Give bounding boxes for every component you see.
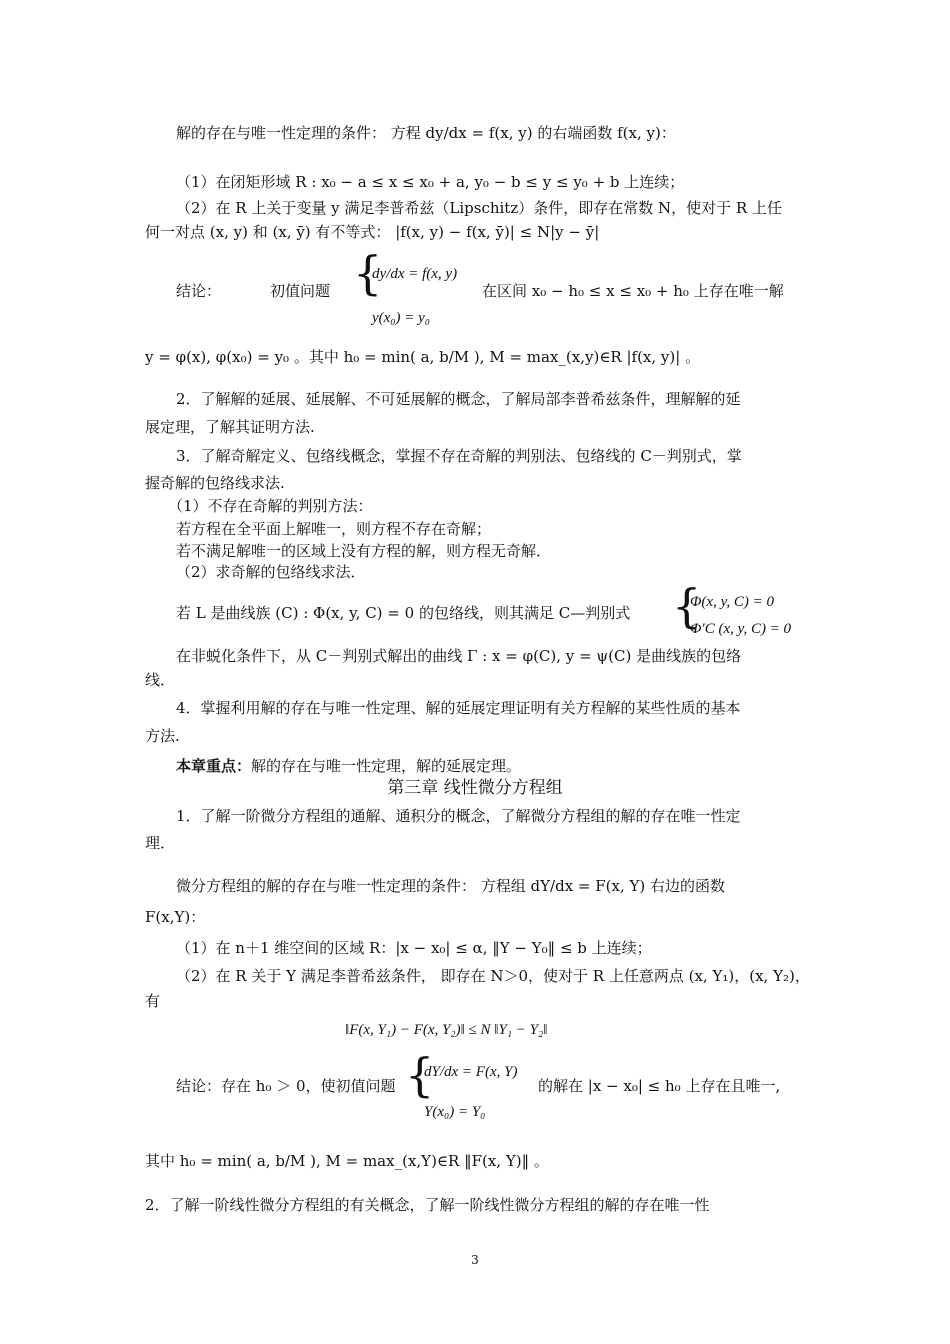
system-line: y(x₀) = y₀: [372, 310, 431, 326]
brace-icon: {: [405, 1048, 435, 1102]
text-line: 若方程在全平面上解唯一，则方程不存在奇解；: [176, 520, 492, 538]
text-line: 其中 h₀ = min( a, b/M ), M = max_(x,Y)∈R ‖F(x, Y)‖ 。: [145, 1152, 549, 1170]
text-line: 理．: [145, 834, 176, 852]
text-line: 若 L 是曲线族 (C) : Φ(x, y, C) = 0 的包络线，则其满足 C—判别式: [176, 604, 631, 622]
text-line: 线．: [145, 671, 176, 689]
key-points-line: [176, 756, 816, 776]
text-line: 3．了解奇解定义、包络线概念，掌握不存在奇解的判别法、包络线的 C－判别式，掌: [176, 447, 742, 465]
text-line: （2）求奇解的包络线求法．: [176, 563, 366, 581]
text-line: y = φ(x), φ(x₀) = y₀ 。其中 h₀ = min( a, b/M ), M = max_(x,y)∈R |f(x, y)| 。: [145, 348, 701, 366]
text-line: 微分方程组的解的存在与唯一性定理的条件： 方程组 dY/dx = F(x, Y) 右边的函数: [176, 877, 726, 895]
text-line: 有: [145, 992, 161, 1010]
text-line: 握奇解的包络线求法.: [145, 474, 285, 492]
text-line: 1．了解一阶微分方程组的通解、通积分的概念，了解微分方程组的解的存在唯一性定: [176, 807, 741, 825]
key-points-label: 本章重点：: [176, 757, 252, 775]
text-line: ‖F(x, Y₁) − F(x, Y₂)‖ ≤ N ‖Y₁ − Y₂‖: [345, 1022, 548, 1038]
page-number: 3: [471, 1253, 479, 1267]
system-line: Φ′C (x, y, C) = 0: [690, 621, 792, 637]
text-line: （1）不存在奇解的判别方法：: [168, 497, 373, 515]
text-line: 若不满足解唯一的区域上没有方程的解，则方程无奇解．: [176, 542, 552, 560]
system-line: dy/dx = f(x, y): [372, 266, 458, 282]
text-line: （2）在 R 上关于变量 y 满足李普希兹（Lipschitz）条件，即存在常数 N，使对于 R 上任: [176, 199, 782, 217]
chapter-title: 第三章 线性微分方程组: [387, 778, 563, 798]
system-line: Φ(x, y, C) = 0: [690, 594, 775, 610]
text-line: （2）在 R 关于 Y 满足李普希兹条件， 即存在 N＞0，使对于 R 上任意两点 (x, Y₁)，(x, Y₂)，: [176, 967, 810, 985]
text-line: 的解在 |x − x₀| ≤ h₀ 上存在且唯一,: [538, 1077, 781, 1095]
text-line: （1）在 n＋1 维空间的区域 R：|x − x₀| ≤ α, ‖Y − Y₀‖ ≤ b 上连续；: [176, 939, 652, 957]
system-line: dY/dx = F(x, Y): [424, 1064, 518, 1080]
text-line: F(x,Y)：: [145, 908, 206, 926]
text-line: 何一对点 (x, y) 和 (x, ȳ) 有不等式： |f(x, y) − f(x, ȳ)| ≤ N|y − ȳ|: [145, 223, 600, 241]
system-line: Y(x₀) = Y₀: [424, 1104, 486, 1120]
text-line: 4．掌握利用解的存在与唯一性定理、解的延展定理证明有关方程解的某些性质的基本: [176, 699, 741, 717]
text-line: 2．了解一阶线性微分方程组的有关概念，了解一阶线性微分方程组的解的存在唯一性: [145, 1196, 710, 1214]
key-points-text: 解的存在与唯一性定理，解的延展定理。: [251, 757, 522, 775]
text-line: 结论：存在 h₀ ＞ 0，使初值问题: [176, 1077, 396, 1095]
text-line: 解的存在与唯一性定理的条件： 方程 dy/dx = f(x, y) 的右端函数 f(x, y)：: [176, 124, 676, 142]
text-line: （1）在闭矩形域 R : x₀ − a ≤ x ≤ x₀ + a, y₀ − b ≤ y ≤ y₀ + b 上连续；: [176, 173, 685, 191]
text-line: 2．了解解的延展、延展解、不可延展解的概念，了解局部李普希兹条件，理解解的延: [176, 390, 741, 408]
text-line: 结论：: [176, 282, 222, 300]
text-line: 展定理，了解其证明方法.: [145, 418, 315, 436]
text-line: 方法.: [145, 727, 180, 745]
text-line: 在非蜕化条件下，从 C－判别式解出的曲线 Γ : x = φ(C), y = ψ(C) 是曲线族的包络: [176, 647, 742, 665]
text-line: 初值问题: [270, 282, 331, 300]
brace-icon: {: [353, 246, 383, 300]
brace-icon: {: [672, 579, 702, 633]
text-line: 在区间 x₀ − h₀ ≤ x ≤ x₀ + h₀ 上存在唯一解: [482, 282, 784, 300]
